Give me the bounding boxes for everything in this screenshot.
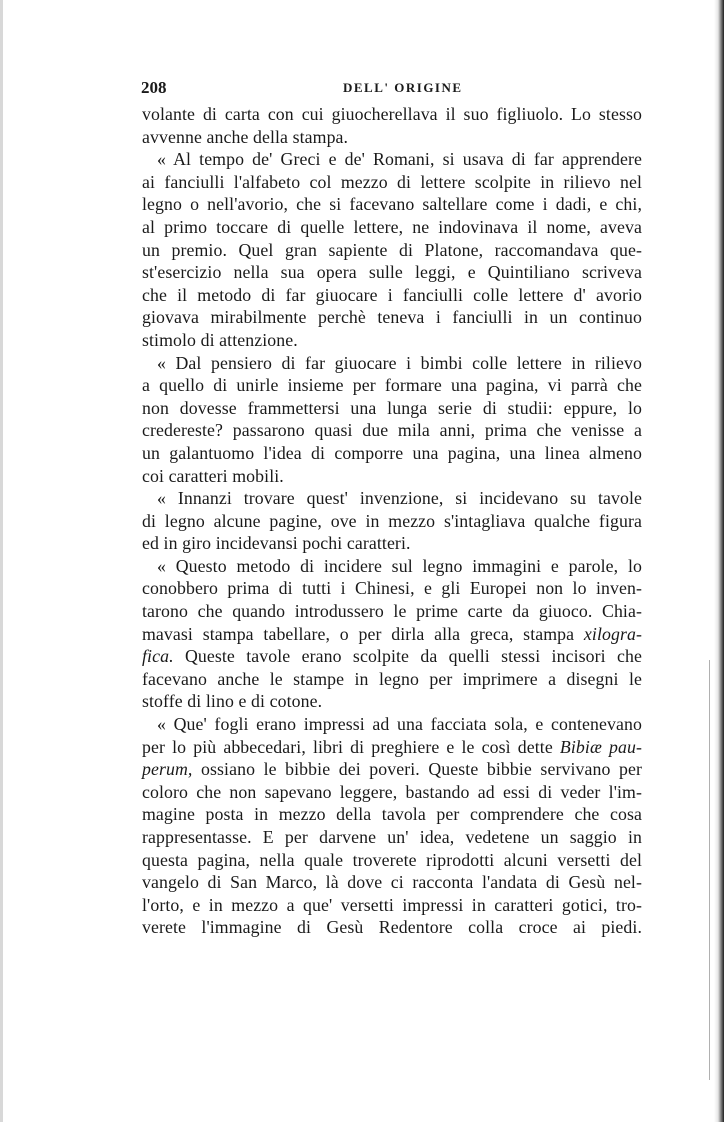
text-line: giovava mirabilmente perchè teneva i fanciulli in un continuo [142, 307, 642, 328]
running-head: DELL' ORIGINE [343, 80, 463, 95]
text-run: mavasi stampa tabellare, o per dirla alla greca, stampa [142, 623, 584, 644]
text-line: non dovesse frammettersi una lunga serie di studii: eppure, lo [142, 397, 642, 418]
text-line: questa pagina, nella quale troverete riprodotti alcuni versetti del [142, 849, 642, 870]
text-line: che il metodo di far giuocare i fanciulli colle lettere d' avorio [142, 284, 642, 305]
text-line: magine posta in mezzo della tavola per comprendere che cosa [142, 804, 642, 825]
page-number: 208 [141, 78, 167, 97]
text-line: credereste? passarono quasi due mila anni, prima che venisse a [142, 420, 642, 441]
text-line: conobbero prima di tutti i Chinesi, e gli Europei non lo inven- [142, 578, 642, 599]
text-line [142, 758, 642, 781]
text-run: per lo più abbecedari, libri di preghiere e le così dette [142, 736, 560, 757]
text-line: coloro che non sapevano leggere, bastando ad essi di veder l'im- [142, 781, 642, 802]
text-line: legno o nell'avorio, che si facevano saltellare come i dadi, e chi, [142, 194, 642, 215]
text-line: « Questo metodo di incidere sul legno immagini e parole, lo [157, 555, 642, 576]
body-text [142, 103, 642, 939]
text-line: stimolo di attenzione. [142, 329, 298, 350]
text-line: avvenne anche della stampa. [142, 126, 349, 147]
text-line: un galantuomo l'idea di comporre una pagina, una linea almeno [142, 442, 642, 463]
text-line: « Al tempo de' Greci e de' Romani, si usava di far apprendere [157, 149, 642, 170]
text-line: ed in giro incidevansi pochi caratteri. [142, 533, 411, 554]
text-line: al primo toccare di quelle lettere, ne indovinava il nome, aveva [142, 216, 642, 237]
text-line: stoffe di lino e di cotone. [142, 691, 323, 712]
text-line: verete l'immagine di Gesù Redentore colla croce ai piedi. [142, 917, 642, 938]
text-line: di legno alcune pagine, ove in mezzo s'intagliava qualche figura [142, 510, 642, 531]
text-run: Queste tavole erano scolpite da quelli stessi incisori che [173, 646, 642, 667]
text-line: rappresentasse. E per darvene un' idea, vedetene un saggio in [142, 827, 642, 847]
text-line [142, 736, 642, 759]
text-line: un premio. Quel gran sapiente di Platone, raccomandava que- [142, 239, 642, 260]
scan-right-edge [714, 0, 724, 1122]
text-line [142, 623, 642, 646]
text-run: ossiano le bibbie dei poveri. Queste bibbie servivano per [192, 759, 642, 780]
text-line: facevano anche le stampe in legno per imprimere a disegni le [142, 668, 642, 689]
page-header [141, 76, 621, 100]
text-line: vangelo di San Marco, là dove ci racconta l'andata di Gesù nel- [142, 872, 642, 893]
text-line [142, 645, 642, 668]
text-line: « Innanzi trovare quest' invenzione, si incidevano su tavole [157, 488, 642, 509]
text-line: st'esercizio nella sua opera sulle leggi, e Quintiliano scriveva [142, 262, 642, 283]
text-line: tarono che quando introdussero le prime carte da giuoco. Chia- [142, 601, 642, 622]
scan-left-edge [0, 0, 3, 1122]
italic-term: fica. [142, 646, 174, 667]
italic-term: perum, [142, 759, 193, 780]
italic-term: xilogra- [583, 623, 642, 644]
text-line: l'orto, e in mezzo a que' versetti impressi in caratteri gotici, tro- [142, 894, 642, 915]
italic-term: Bibiæ pau- [559, 736, 642, 757]
scan-fold-line [709, 660, 710, 1080]
text-line: volante di carta con cui giuocherellava il suo figliuolo. Lo stesso [142, 104, 642, 124]
text-line: ai fanciulli l'alfabeto col mezzo di lettere scolpite in rilievo nel [142, 171, 642, 192]
text-line: « Dal pensiero di far giuocare i bimbi colle lettere in rilievo [157, 352, 642, 373]
text-line: « Que' fogli erano impressi ad una facciata sola, e contenevano [157, 714, 642, 735]
text-line: a quello di unirle insieme per formare una pagina, vi parrà che [142, 375, 642, 396]
text-line: coi caratteri mobili. [142, 465, 284, 486]
